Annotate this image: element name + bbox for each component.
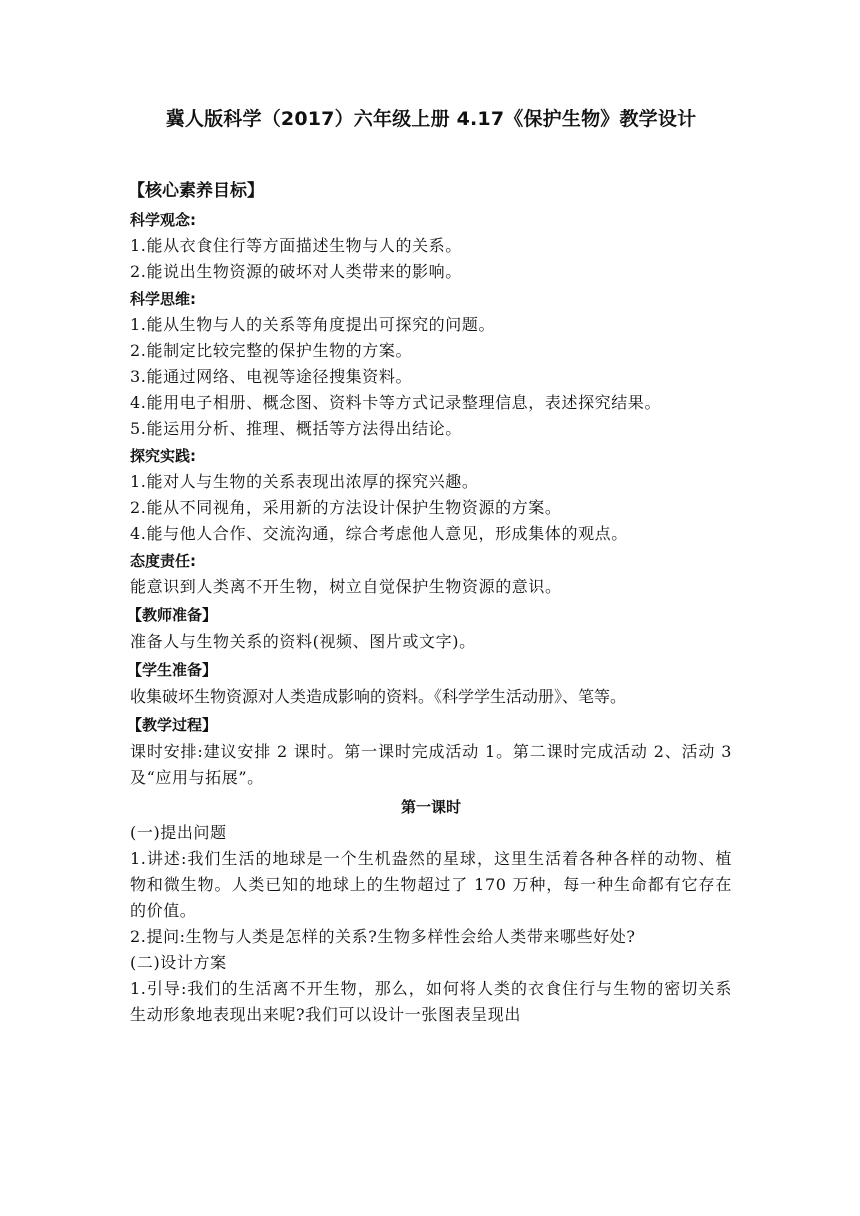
part-2-item: 1.引导:我们的生活离不开生物，那么，如何将人类的衣食住行与生物的密切关系生动形象地表现出来呢?我们可以设计一张图表呈现出 <box>130 979 732 1024</box>
student-prep-heading: 【学生准备】 <box>127 661 218 679</box>
part-1-heading: (一)提出问题 <box>130 823 227 842</box>
process-heading: 【教学过程】 <box>127 716 218 734</box>
inquiry-practice-item: 4.能与他人合作、交流沟通，综合考虑他人意见，形成集体的观点。 <box>130 524 628 543</box>
science-thinking-item: 3.能通过网络、电视等途径搜集资料。 <box>130 367 413 386</box>
part-1-item: 2.提问:生物与人类是怎样的关系?生物多样性会给人类带来哪些好处? <box>130 927 636 946</box>
teacher-prep-text: 准备人与生物关系的资料(视频、图片或文字)。 <box>130 632 476 651</box>
teacher-prep-heading: 【教师准备】 <box>127 606 218 624</box>
part-2-heading: (二)设计方案 <box>130 953 227 972</box>
science-thinking-heading: 科学思维: <box>130 290 196 308</box>
schedule-text: 课时安排:建议安排 2 课时。第一课时完成活动 1。第二课时完成活动 2、活动 3 及“应用与拓展”。 <box>130 742 732 787</box>
science-concepts-heading: 科学观念: <box>130 211 196 229</box>
core-goals-heading: 【核心素养目标】 <box>128 181 264 201</box>
inquiry-practice-heading: 探究实践: <box>130 447 196 465</box>
document-title: 冀人版科学（2017）六年级上册 4.17《保护生物》教学设计 <box>165 108 697 130</box>
attitude-item: 能意识到人类离不开生物，树立自觉保护生物资源的意识。 <box>130 577 562 596</box>
attitude-heading: 态度责任: <box>130 552 196 570</box>
science-thinking-item: 1.能从生物与人的关系等角度提出可探究的问题。 <box>130 315 496 334</box>
lesson-1-heading: 第一课时 <box>400 798 461 816</box>
science-concepts-item: 2.能说出生物资源的破坏对人类带来的影响。 <box>130 262 462 281</box>
student-prep-text: 收集破坏生物资源对人类造成影响的资料。《科学学生活动册》、笔等。 <box>130 687 627 706</box>
inquiry-practice-item: 2.能从不同视角，采用新的方法设计保护生物资源的方案。 <box>130 498 562 517</box>
science-thinking-item: 4.能用电子相册、概念图、资料卡等方式记录整理信息，表述探究结果。 <box>130 393 662 412</box>
inquiry-practice-item: 1.能对人与生物的关系表现出浓厚的探究兴趣。 <box>130 472 479 491</box>
science-thinking-item: 5.能运用分析、推理、概括等方法得出结论。 <box>130 419 462 438</box>
science-concepts-item: 1.能从衣食住行等方面描述生物与人的关系。 <box>130 236 462 255</box>
part-1-item: 1.讲述:我们生活的地球是一个生机盎然的星球，这里生活着各种各样的动物、植物和微生物。人类已知的地球上的生物超过了 170 万种，每一种生命都有它存在的价值。 <box>130 849 732 920</box>
science-thinking-item: 2.能制定比较完整的保护生物的方案。 <box>130 341 413 360</box>
